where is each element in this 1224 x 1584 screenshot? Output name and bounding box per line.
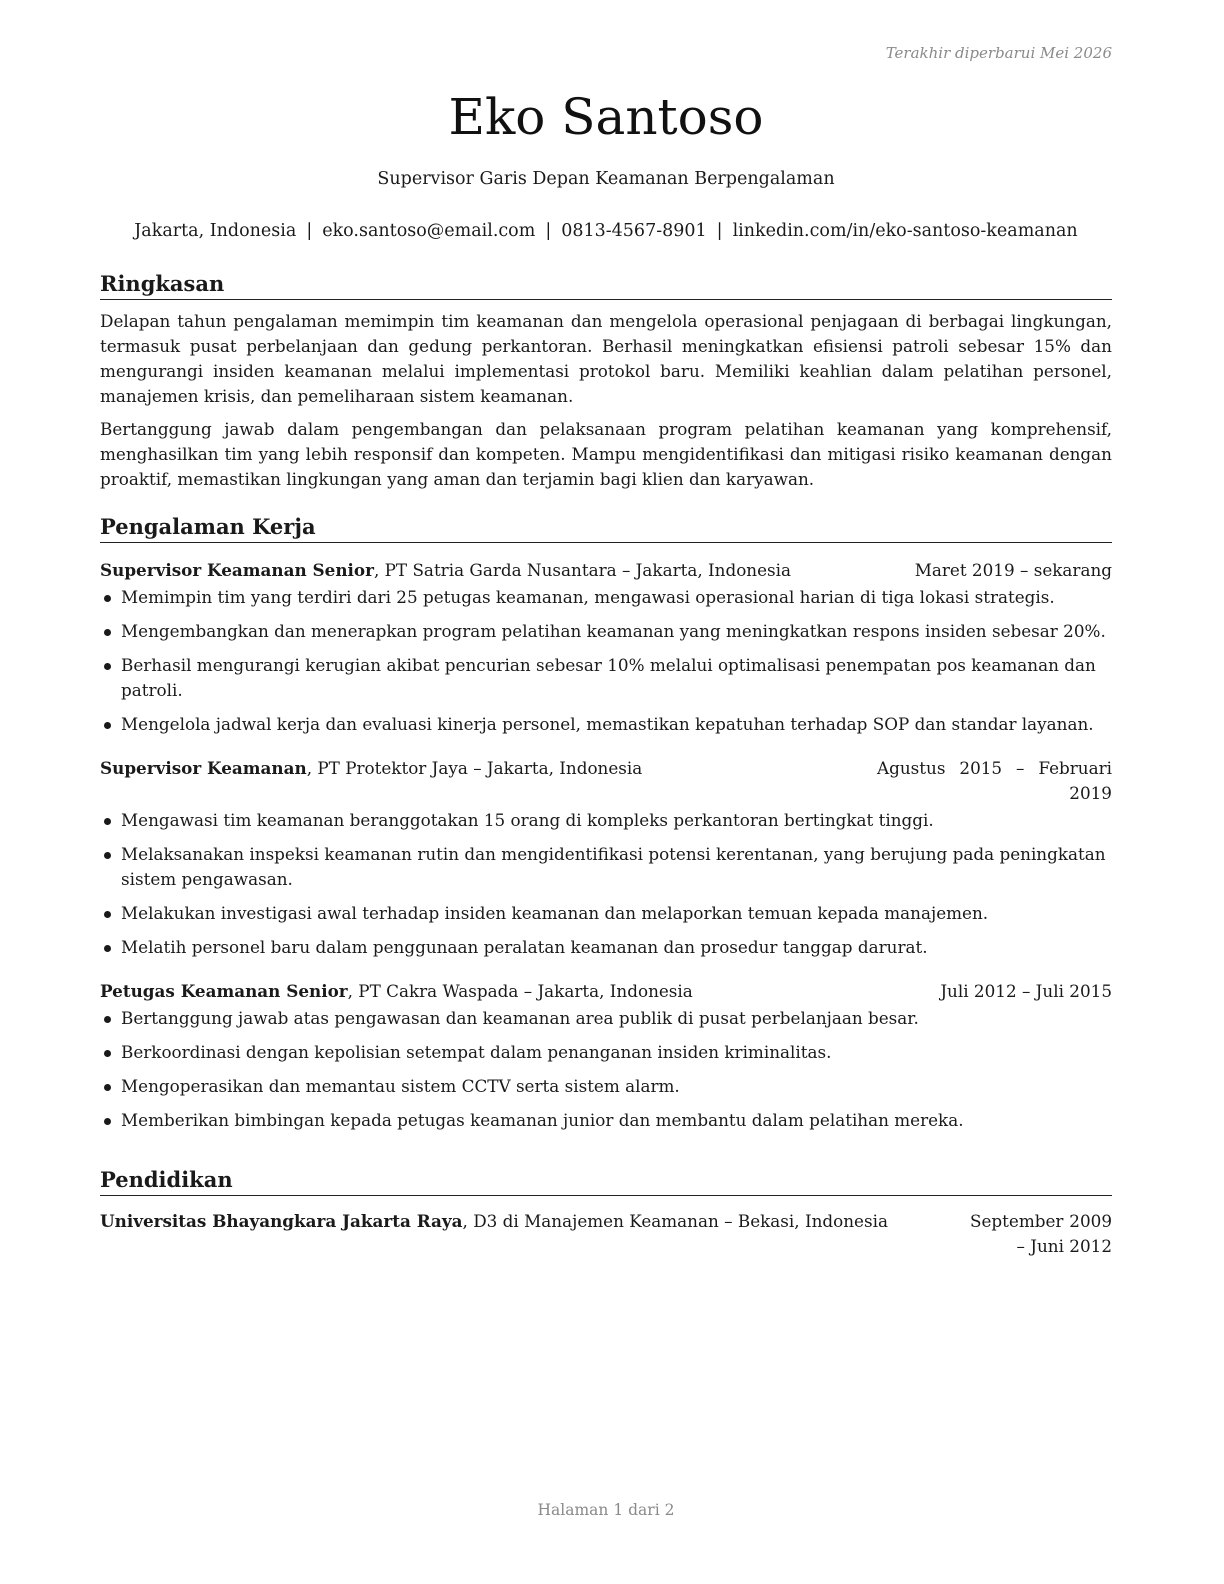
contact-separator: | xyxy=(306,221,313,241)
education-school: Universitas Bhayangkara Jakarta Raya xyxy=(100,1211,463,1231)
job-bullet: Mengelola jadwal kerja dan evaluasi kinerja personel, memastikan kepatuhan terhadap SOP dan standar layanan. xyxy=(100,712,1112,737)
job-header xyxy=(100,756,1112,806)
contact-separator: | xyxy=(716,221,723,241)
bullet-icon xyxy=(104,722,111,729)
bullet-icon xyxy=(104,595,111,602)
bullet-icon xyxy=(104,629,111,636)
job-header xyxy=(100,558,1112,583)
education-detail: , D3 di Manajemen Keamanan – Bekasi, Indonesia xyxy=(462,1211,888,1231)
bullet-icon xyxy=(104,818,111,825)
education-dates: September 2009 – Juni 2012 xyxy=(970,1211,1112,1256)
summary-paragraph: Bertanggung jawab dalam pengembangan dan pelaksanaan program pelatihan keamanan yang komprehensif, menghasilkan tim yang lebih responsif dan kompeten. Mampu mengidentifikasi dan mitigasi risiko keamanan dengan proaktif, memastikan lingkungan yang aman dan terjamin bagi klien dan karyawan. xyxy=(100,419,1112,489)
bullet-icon xyxy=(104,1118,111,1125)
job-bullets xyxy=(100,808,1112,960)
job-bullet: Mengawasi tim keamanan beranggotakan 15 orang di kompleks perkantoran bertingkat tinggi. xyxy=(100,808,1112,833)
section-heading-experience: Pengalaman Kerja xyxy=(100,513,1112,543)
contact-phone: 0813-4567-8901 xyxy=(561,221,707,241)
job-bullet: Mengembangkan dan menerapkan program pelatihan keamanan yang meningkatkan respons insiden sebesar 20%. xyxy=(100,619,1112,644)
bullet-icon xyxy=(104,1050,111,1057)
experience-section xyxy=(100,513,1112,1142)
job-dates: Maret 2019 – sekarang xyxy=(914,560,1112,580)
contact-email[interactable]: eko.santoso@email.com xyxy=(322,221,536,241)
bullet-icon xyxy=(104,663,111,670)
job-org: , PT Cakra Waspada – Jakarta, Indonesia xyxy=(347,981,693,1001)
bullet-icon xyxy=(104,1016,111,1023)
job-bullet: Memimpin tim yang terdiri dari 25 petugas keamanan, mengawasi operasional harian di tiga lokasi strategis. xyxy=(100,585,1112,610)
job-org: , PT Protektor Jaya – Jakarta, Indonesia xyxy=(306,758,643,778)
last-updated: Terakhir diperbarui Mei 2026 xyxy=(885,44,1112,62)
job-dates: Agustus 2015 – Februari 2019 xyxy=(877,758,1112,803)
contact-linkedin[interactable]: linkedin.com/in/eko-santoso-keamanan xyxy=(732,221,1078,241)
bullet-icon xyxy=(104,852,111,859)
section-heading-summary: Ringkasan xyxy=(100,270,1112,300)
summary-section xyxy=(100,270,1112,492)
job-bullet: Berkoordinasi dengan kepolisian setempat dalam penanganan insiden kriminalitas. xyxy=(100,1040,1112,1065)
job-bullet: Mengoperasikan dan memantau sistem CCTV serta sistem alarm. xyxy=(100,1074,1112,1099)
education-entry xyxy=(100,1209,1112,1259)
job-title: Petugas Keamanan Senior xyxy=(100,981,348,1001)
job-org: , PT Satria Garda Nusantara – Jakarta, Indonesia xyxy=(373,560,792,580)
job-bullet: Bertanggung jawab atas pengawasan dan keamanan area publik di pusat perbelanjaan besar. xyxy=(100,1006,1112,1031)
job-bullets xyxy=(100,1006,1112,1133)
contact-separator: | xyxy=(545,221,552,241)
job-bullets xyxy=(100,585,1112,737)
contact-location: Jakarta, Indonesia xyxy=(134,221,297,241)
job-title: Supervisor Keamanan xyxy=(100,758,307,778)
job-dates: Juli 2012 – Juli 2015 xyxy=(940,981,1112,1001)
job-entry xyxy=(100,979,1112,1133)
page-number: Halaman 1 dari 2 xyxy=(537,1501,675,1519)
education-section xyxy=(100,1166,1112,1259)
job-bullet: Melatih personel baru dalam penggunaan peralatan keamanan dan prosedur tanggap darurat. xyxy=(100,935,1112,960)
bullet-icon xyxy=(104,945,111,952)
bullet-icon xyxy=(104,911,111,918)
job-title: Supervisor Keamanan Senior xyxy=(100,560,374,580)
resume-page xyxy=(100,0,1112,1584)
job-bullet: Memberikan bimbingan kepada petugas keamanan junior dan membantu dalam pelatihan mereka. xyxy=(100,1108,1112,1133)
contact-line xyxy=(80,219,1132,243)
bullet-icon xyxy=(104,1084,111,1091)
summary-paragraph: Delapan tahun pengalaman memimpin tim keamanan dan mengelola operasional penjagaan di berbagai lingkungan, termasuk pusat perbelanjaan dan gedung perkantoran. Berhasil meningkatkan efisiensi patroli sebesar 15% dan mengurangi insiden keamanan melalui implementasi protokol baru. Memiliki keahlian dalam pelatihan personel, manajemen krisis, dan pemeliharaan sistem keamanan. xyxy=(100,311,1112,406)
job-bullet: Berhasil mengurangi kerugian akibat pencurian sebesar 10% melalui optimalisasi penempatan pos keamanan dan patroli. xyxy=(100,653,1112,703)
job-bullet: Melaksanakan inspeksi keamanan rutin dan mengidentifikasi potensi kerentanan, yang berujung pada peningkatan sistem pengawasan. xyxy=(100,842,1112,892)
section-heading-education: Pendidikan xyxy=(100,1166,1112,1196)
job-entry xyxy=(100,558,1112,737)
job-header xyxy=(100,979,1112,1004)
job-entry xyxy=(100,756,1112,960)
job-bullet: Melakukan investigasi awal terhadap insiden keamanan dan melaporkan temuan kepada manajemen. xyxy=(100,901,1112,926)
candidate-tagline: Supervisor Garis Depan Keamanan Berpengalaman xyxy=(377,169,835,189)
candidate-name: Eko Santoso xyxy=(448,88,764,146)
